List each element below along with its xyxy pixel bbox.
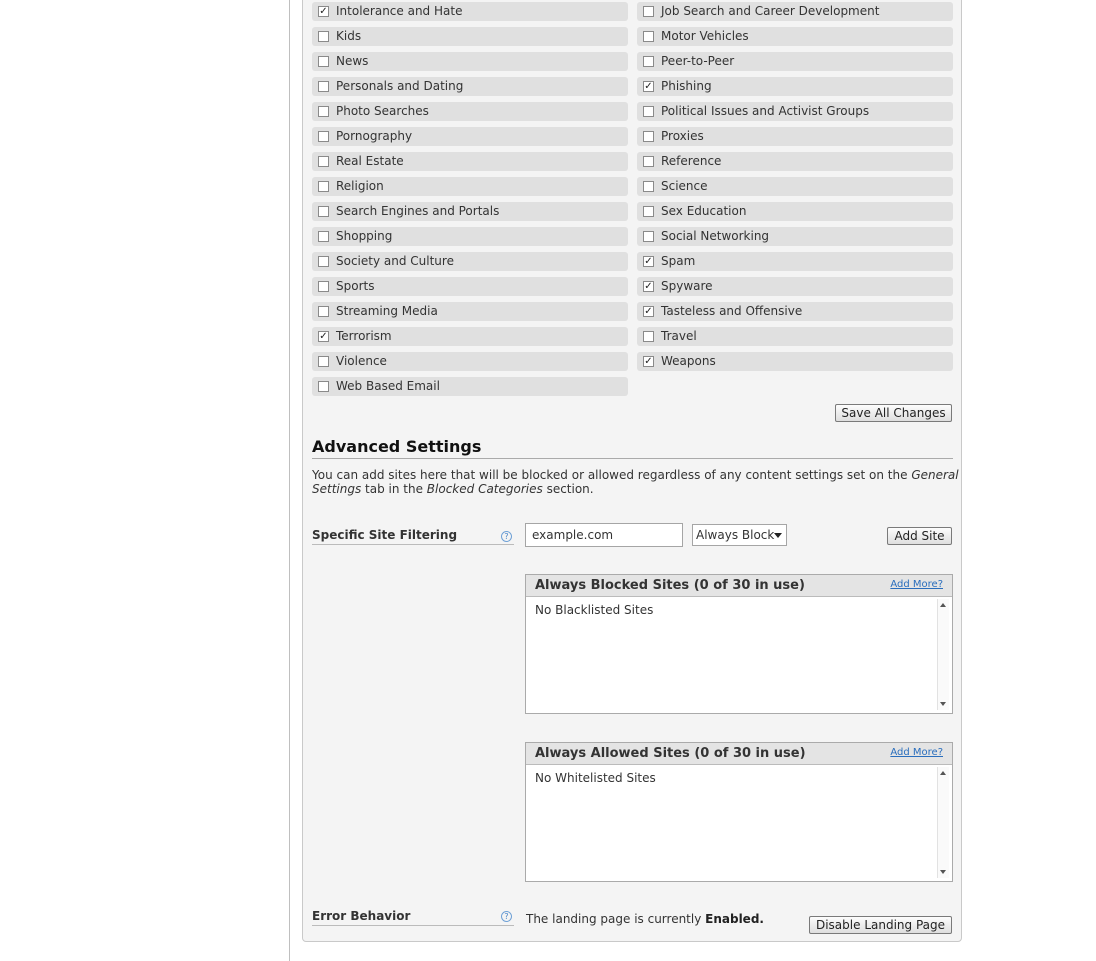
- category-checkbox-checked[interactable]: [643, 81, 654, 92]
- category-row[interactable]: [637, 27, 953, 46]
- category-row[interactable]: [312, 377, 628, 396]
- list-title: Always Allowed Sites (0 of 30 in use): [535, 746, 806, 761]
- category-label: Kids: [336, 29, 362, 43]
- list-title: Always Blocked Sites (0 of 30 in use): [535, 578, 805, 593]
- checkmark-icon: ✓: [644, 256, 653, 267]
- category-label: Violence: [336, 354, 387, 368]
- field-divider: [312, 925, 514, 926]
- checkmark-icon: ✓: [644, 356, 653, 367]
- error-behavior-label: Error Behavior: [312, 909, 411, 923]
- always-allowed-sites-list[interactable]: [525, 742, 953, 882]
- category-label: Web Based Email: [336, 379, 440, 393]
- category-checkbox[interactable]: [643, 206, 654, 217]
- category-label: Peer-to-Peer: [661, 54, 735, 68]
- heading-divider: [312, 458, 953, 459]
- category-label: Tasteless and Offensive: [661, 304, 803, 318]
- scrollbar[interactable]: [937, 767, 949, 878]
- scroll-down-icon[interactable]: [940, 702, 946, 706]
- category-checkbox-checked[interactable]: [643, 256, 654, 267]
- add-more-link[interactable]: Add More?: [890, 747, 943, 758]
- help-icon[interactable]: ?: [501, 911, 512, 922]
- category-checkbox[interactable]: [318, 81, 329, 92]
- category-checkbox[interactable]: [318, 381, 329, 392]
- category-row[interactable]: [312, 352, 628, 371]
- category-row[interactable]: [312, 227, 628, 246]
- category-checkbox[interactable]: [643, 156, 654, 167]
- category-row[interactable]: [637, 302, 953, 321]
- save-all-changes-button[interactable]: Save All Changes: [835, 404, 952, 422]
- category-label: Spyware: [661, 279, 713, 293]
- empty-list-message: No Blacklisted Sites: [535, 603, 654, 617]
- category-checkbox[interactable]: [318, 56, 329, 67]
- category-checkbox[interactable]: [318, 256, 329, 267]
- scroll-down-icon[interactable]: [940, 870, 946, 874]
- add-site-button[interactable]: Add Site: [887, 527, 952, 545]
- category-label: Proxies: [661, 129, 704, 143]
- category-checkbox[interactable]: [318, 281, 329, 292]
- category-label: Spam: [661, 254, 696, 268]
- category-label: Pornography: [336, 129, 413, 143]
- list-header: [526, 743, 952, 765]
- category-row[interactable]: [637, 227, 953, 246]
- category-checkbox[interactable]: [643, 131, 654, 142]
- category-label: Social Networking: [661, 229, 770, 243]
- help-icon[interactable]: ?: [501, 531, 512, 542]
- category-checkbox-checked[interactable]: [318, 6, 329, 17]
- category-row[interactable]: [637, 252, 953, 271]
- category-label: Society and Culture: [336, 254, 454, 268]
- chevron-down-icon: [774, 533, 782, 538]
- category-checkbox[interactable]: [643, 56, 654, 67]
- category-checkbox[interactable]: [643, 6, 654, 17]
- category-row[interactable]: [637, 177, 953, 196]
- filter-mode-value: Always Block: [696, 528, 775, 542]
- checkmark-icon: ✓: [319, 331, 328, 342]
- category-label: Travel: [661, 329, 697, 343]
- category-checkbox[interactable]: [318, 231, 329, 242]
- category-checkbox-checked[interactable]: [643, 356, 654, 367]
- checkmark-icon: ✓: [644, 281, 653, 292]
- scroll-up-icon[interactable]: [940, 771, 946, 775]
- category-row[interactable]: [312, 77, 628, 96]
- category-checkbox-checked[interactable]: [643, 306, 654, 317]
- category-checkbox[interactable]: [318, 356, 329, 367]
- category-row[interactable]: [312, 327, 628, 346]
- scrollbar[interactable]: [937, 599, 949, 710]
- category-label: Reference: [661, 154, 722, 168]
- category-row[interactable]: [312, 127, 628, 146]
- category-label: Terrorism: [336, 329, 392, 343]
- checkmark-icon: ✓: [644, 81, 653, 92]
- category-label: Phishing: [661, 79, 712, 93]
- category-checkbox[interactable]: [318, 106, 329, 117]
- category-label: Job Search and Career Development: [661, 4, 880, 18]
- category-checkbox-checked[interactable]: [643, 281, 654, 292]
- category-checkbox-checked[interactable]: [318, 331, 329, 342]
- landing-page-status: [526, 912, 764, 926]
- category-label: News: [336, 54, 369, 68]
- checkmark-icon: ✓: [644, 306, 653, 317]
- category-row[interactable]: [312, 177, 628, 196]
- category-row[interactable]: [312, 252, 628, 271]
- category-row[interactable]: [637, 202, 953, 221]
- category-label: Intolerance and Hate: [336, 4, 463, 18]
- category-row[interactable]: [637, 352, 953, 371]
- category-checkbox[interactable]: [318, 131, 329, 142]
- category-row[interactable]: [312, 2, 628, 21]
- desc-emphasis-general-settings: General Settings: [312, 468, 959, 496]
- category-row[interactable]: [312, 302, 628, 321]
- status-value: Enabled.: [705, 912, 764, 926]
- category-row[interactable]: [312, 102, 628, 121]
- category-row[interactable]: [637, 327, 953, 346]
- category-label: Streaming Media: [336, 304, 438, 318]
- category-row[interactable]: [637, 102, 953, 121]
- field-divider: [312, 544, 514, 545]
- category-row[interactable]: [637, 52, 953, 71]
- list-header: [526, 575, 952, 597]
- category-checkbox[interactable]: [318, 156, 329, 167]
- filter-mode-select[interactable]: [692, 524, 787, 546]
- category-row[interactable]: [312, 52, 628, 71]
- category-row[interactable]: [637, 77, 953, 96]
- always-blocked-sites-list[interactable]: [525, 574, 953, 714]
- desc-text: You can add sites here that will be blocked or allowed regardless of any content settings set on the: [312, 468, 912, 482]
- advanced-settings-description: [312, 468, 962, 496]
- disable-landing-page-button[interactable]: Disable Landing Page: [809, 916, 952, 934]
- category-label: Sex Education: [661, 204, 747, 218]
- category-label: Shopping: [336, 229, 393, 243]
- category-label: Weapons: [661, 354, 716, 368]
- desc-text: tab in the: [361, 482, 427, 496]
- category-row[interactable]: [637, 277, 953, 296]
- advanced-settings-heading: Advanced Settings: [312, 437, 482, 456]
- category-row[interactable]: [312, 277, 628, 296]
- scroll-up-icon[interactable]: [940, 603, 946, 607]
- category-checkbox[interactable]: [643, 106, 654, 117]
- category-row[interactable]: [637, 2, 953, 21]
- category-checkbox[interactable]: [318, 206, 329, 217]
- page-divider: [289, 0, 290, 961]
- category-checkbox[interactable]: [643, 231, 654, 242]
- empty-list-message: No Whitelisted Sites: [535, 771, 656, 785]
- desc-emphasis-blocked-categories: Blocked Categories: [426, 482, 543, 496]
- category-checkbox[interactable]: [318, 31, 329, 42]
- desc-text: section.: [542, 482, 594, 496]
- category-label: Political Issues and Activist Groups: [661, 104, 870, 118]
- category-row[interactable]: [312, 152, 628, 171]
- status-prefix: The landing page is currently: [526, 912, 706, 926]
- add-more-link[interactable]: Add More?: [890, 579, 943, 590]
- category-label: Religion: [336, 179, 384, 193]
- category-label: Photo Searches: [336, 104, 429, 118]
- category-checkbox[interactable]: [643, 331, 654, 342]
- category-label: Personals and Dating: [336, 79, 464, 93]
- category-checkbox[interactable]: [318, 306, 329, 317]
- checkmark-icon: ✓: [319, 6, 328, 17]
- category-row[interactable]: [312, 202, 628, 221]
- category-checkbox[interactable]: [318, 181, 329, 192]
- category-label: Science: [661, 179, 708, 193]
- site-url-input[interactable]: [525, 523, 683, 547]
- category-label: Real Estate: [336, 154, 404, 168]
- category-label: Search Engines and Portals: [336, 204, 500, 218]
- category-checkbox[interactable]: [643, 181, 654, 192]
- category-checkbox[interactable]: [643, 31, 654, 42]
- category-label: Sports: [336, 279, 375, 293]
- category-label: Motor Vehicles: [661, 29, 749, 43]
- category-row[interactable]: [312, 27, 628, 46]
- category-row[interactable]: [637, 127, 953, 146]
- category-row[interactable]: [637, 152, 953, 171]
- specific-site-filtering-label: Specific Site Filtering: [312, 528, 458, 542]
